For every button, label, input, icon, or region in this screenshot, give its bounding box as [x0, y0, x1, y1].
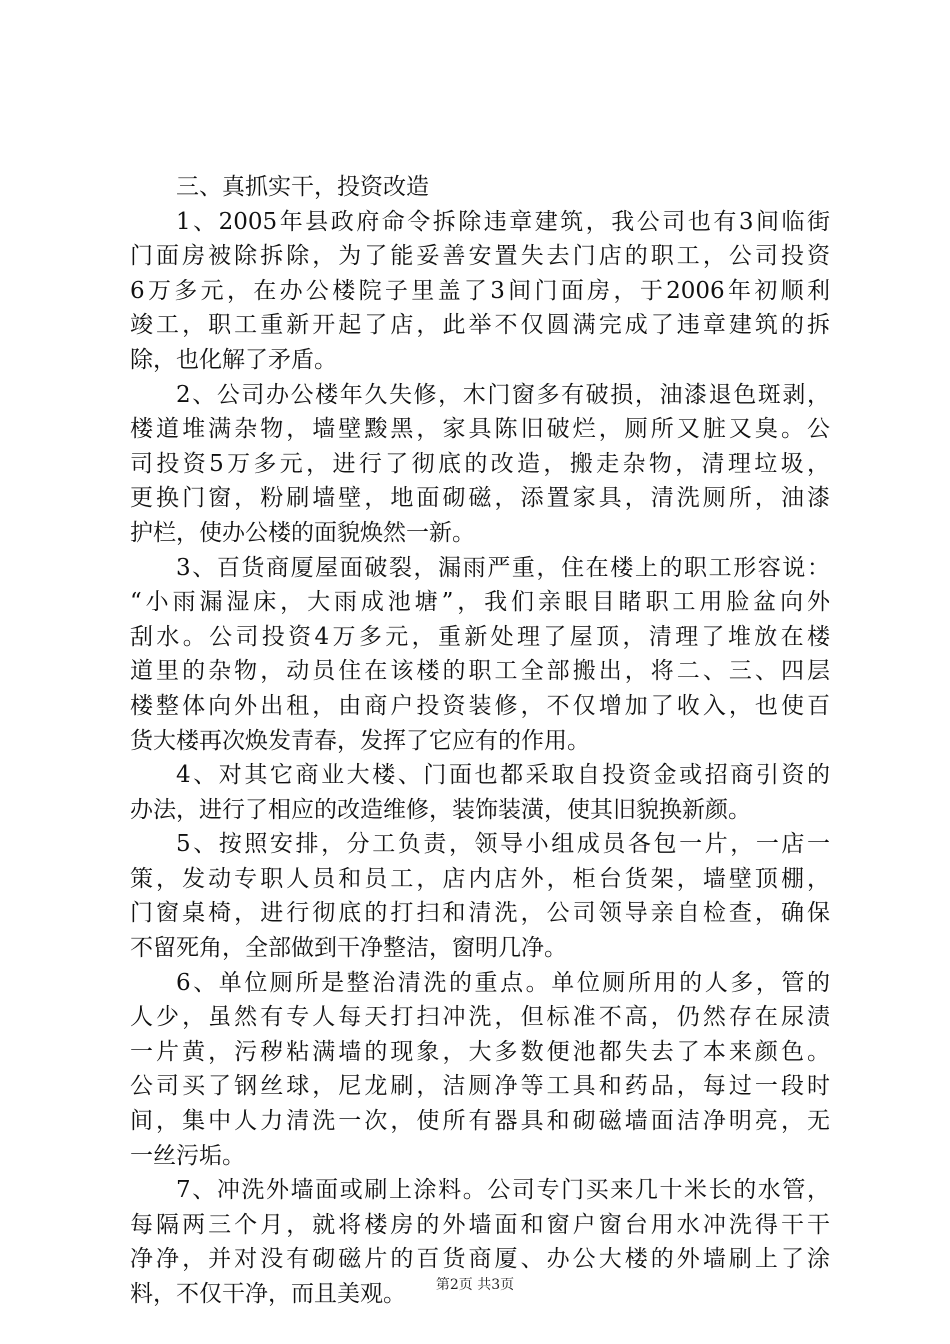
paragraph-1 [130, 205, 830, 378]
paragraph-line: 净净，并对没有砌磁片的百货商厦、办公大楼的外墙刷上了涂 [130, 1246, 830, 1273]
paragraph-line: 料，不仅干净，而且美观。 [130, 1281, 406, 1307]
paragraph-line: 除，也化解了矛盾。 [130, 346, 337, 373]
section-heading: 三、真抓实干，投资改造 [176, 174, 429, 200]
paragraph-4 [130, 758, 830, 827]
paragraph-line: 策，发动专职人员和员工，店内店外，柜台货架，墙壁顶棚， [130, 865, 830, 892]
paragraph-3 [130, 551, 830, 759]
paragraph-line: 司投资5万多元，进行了彻底的改造，搬走杂物，清理垃圾， [130, 450, 830, 477]
paragraph-line: 6、单位厕所是整治清洗的重点。单位厕所用的人多，管的 [176, 969, 830, 996]
paragraph-line: 一丝污垢。 [130, 1142, 245, 1169]
paragraph-line: 楼道堆满杂物，墙壁黢黑，家具陈旧破烂，厕所又脏又臭。公 [130, 416, 830, 443]
paragraph-line: 刮水。公司投资4万多元，重新处理了屋顶，清理了堆放在楼 [130, 623, 830, 650]
paragraph-line: 每隔两三个月，就将楼房的外墙面和窗户窗台用水冲洗得干干 [130, 1211, 830, 1238]
paragraph-line: 1、2005年县政府命令拆除违章建筑，我公司也有3间临街 [176, 208, 830, 235]
paragraph-6 [130, 966, 830, 1174]
paragraph-line: 一片黄，污秽粘满墙的现象，大多数便池都失去了本来颜色。 [130, 1038, 830, 1065]
paragraph-line: 不留死角，全部做到干净整洁，窗明几净。 [130, 935, 567, 962]
paragraph-line: 2、公司办公楼年久失修，木门窗多有破损，油漆退色斑剥， [176, 381, 830, 408]
paragraph-line: 货大楼再次焕发青春，发挥了它应有的作用。 [130, 727, 590, 754]
paragraph-line: 门窗桌椅，进行彻底的打扫和清洗，公司领导亲自检查，确保 [130, 900, 830, 927]
paragraph-line: 办法，进行了相应的改造维修，装饰装潢，使其旧貌换新颜。 [130, 796, 751, 823]
paragraph-2 [130, 378, 830, 551]
paragraph-line: 7、冲洗外墙面或刷上涂料。公司专门买来几十米长的水管， [176, 1177, 830, 1204]
paragraph-line: “小雨漏湿床，大雨成池塘”，我们亲眼目睹职工用脸盆向外 [130, 589, 830, 616]
paragraph-line: 竣工，职工重新开起了店，此举不仅圆满完成了违章建筑的拆 [130, 312, 830, 339]
paragraph-line: 5、按照安排，分工负责，领导小组成员各包一片，一店一 [176, 831, 830, 858]
paragraph-line: 护栏，使办公楼的面貌焕然一新。 [130, 519, 475, 546]
paragraph-line: 更换门窗，粉刷墙壁，地面砌磁，添置家具，清洗厕所，油漆 [130, 485, 830, 512]
paragraph-line: 道里的杂物，动员住在该楼的职工全部搬出，将二、三、四层 [130, 658, 830, 685]
paragraph-line: 4、对其它商业大楼、门面也都采取自投资金或招商引资的 [176, 762, 830, 789]
paragraph-line: 楼整体向外出租，由商户投资装修，不仅增加了收入，也使百 [130, 692, 830, 719]
document-body [130, 170, 830, 1312]
paragraph-line: 3、百货商厦屋面破裂，漏雨严重，住在楼上的职工形容说： [176, 554, 830, 581]
paragraph-line: 门面房被除拆除，为了能妥善安置失去门店的职工，公司投资 [130, 243, 830, 270]
paragraph-5 [130, 827, 830, 965]
paragraph-line: 人少，虽然有专人每天打扫冲洗，但标准不高，仍然存在尿渍 [130, 1004, 830, 1031]
paragraph-line: 6万多元，在办公楼院子里盖了3间门面房，于2006年初顺利 [130, 277, 830, 304]
paragraph-line: 间，集中人力清洗一次，使所有器具和砌磁墙面洁净明亮，无 [130, 1108, 830, 1135]
page-footer: 第2页 共3页 [435, 1277, 515, 1293]
paragraph-line: 公司买了钢丝球，尼龙刷，洁厕净等工具和药品，每过一段时 [130, 1073, 830, 1100]
